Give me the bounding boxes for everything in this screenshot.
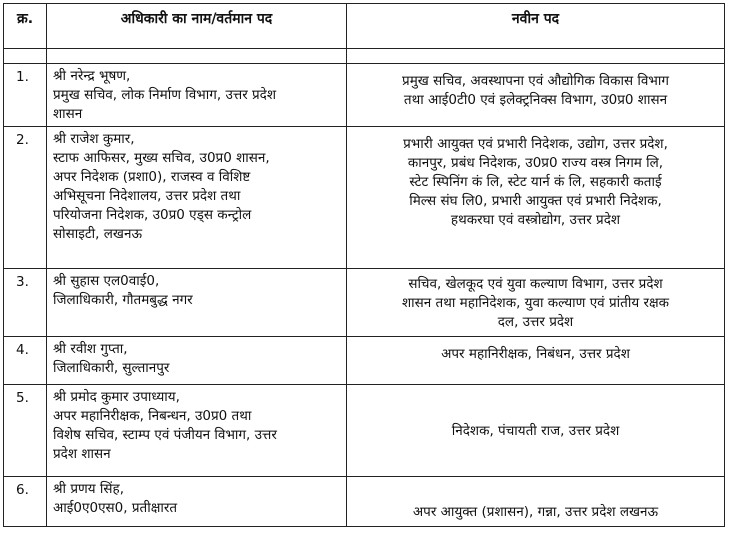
new-post-line: कानपुर, प्रबंध निदेशक, उ0प्र0 राज्य वस्त्र निगम लि, [407, 155, 664, 171]
table-row [4, 269, 725, 337]
officer-line: श्री रवीश गुप्ता, [53, 341, 128, 357]
new-post-line: सचिव, खेलकूद एवं युवा कल्याण विभाग, उत्तर प्रदेश [408, 276, 663, 292]
header-new-post: नवीन पद [347, 4, 725, 49]
officer-line: श्री प्रणय सिंह, [53, 481, 124, 497]
new-post-line: अपर महानिरीक्षक, निबंधन, उत्तर प्रदेश [441, 346, 630, 362]
spacer-row [4, 49, 725, 64]
new-post-line: स्टेट स्पिनिंग कं लि, स्टेट यार्न कं लि, सहकारी कताई [409, 174, 662, 190]
header-officer-name-current-post: अधिकारी का नाम/वर्तमान पद [47, 4, 347, 49]
serial-number: 2. [4, 127, 47, 269]
officer-line: सोसाइटी, लखनऊ [53, 226, 143, 242]
officer-line: विशेष सचिव, स्टाम्प एवं पंजीयन विभाग, उत्तर [53, 427, 277, 443]
new-post-cell [347, 64, 725, 127]
officer-line: श्री राजेश कुमार, [53, 131, 135, 147]
officer-transfer-table [3, 3, 725, 527]
officer-cell [47, 64, 347, 127]
new-post-line: प्रभारी आयुक्त एवं प्रभारी निदेशक, उद्योग, उत्तर प्रदेश, [403, 136, 668, 152]
officer-line: अपर महानिरीक्षक, निबन्धन, उ0प्र0 तथा [53, 408, 252, 424]
officer-line: परियोजना निदेशक, उ0प्र0 एड्स कन्ट्रोल [53, 207, 252, 223]
officer-cell [47, 127, 347, 269]
officer-line: प्रमुख सचिव, लोक निर्माण विभाग, उत्तर प्रदेश [53, 87, 277, 103]
table-header-row [4, 4, 725, 49]
officer-line: जिलाधिकारी, सुल्तानपुर [53, 360, 170, 376]
officer-line: आई0ए0एस0, प्रतीक्षारत [53, 500, 178, 516]
officer-line: श्री सुहास एल0वाई0, [53, 273, 160, 289]
table-row [4, 385, 725, 477]
table-row [4, 477, 725, 527]
new-post-cell [347, 337, 725, 385]
officer-cell [47, 269, 347, 337]
officer-cell [47, 477, 347, 527]
officer-line: शासन [53, 106, 83, 122]
new-post-line: निदेशक, पंचायती राज, उत्तर प्रदेश [451, 422, 620, 439]
table-row [4, 127, 725, 269]
officer-line: अभिसूचना निदेशालय, उत्तर प्रदेश तथा [53, 188, 241, 204]
table-row [4, 64, 725, 127]
table-row [4, 337, 725, 385]
officer-line: अपर निदेशक (प्रशा0), राजस्व व विशिष्ट [53, 169, 251, 185]
officer-line: जिलाधिकारी, गौतमबुद्ध नगर [53, 292, 193, 308]
new-post-cell [347, 269, 725, 337]
officer-line: श्री प्रमोद कुमार उपाध्याय, [53, 389, 180, 405]
serial-number: 4. [4, 337, 47, 385]
header-serial-number: क्र. [4, 4, 47, 49]
new-post-line: शासन तथा महानिदेशक, युवा कल्याण एवं प्रांतीय रक्षक [401, 295, 670, 311]
officer-line: प्रदेश शासन [53, 446, 111, 462]
new-post-line: हथकरघा एवं वस्त्रोद्योग, उत्तर प्रदेश [450, 212, 621, 228]
officer-cell [47, 385, 347, 477]
new-post-line: प्रमुख सचिव, अवस्थापना एवं औद्योगिक विकास विभाग [402, 73, 669, 89]
serial-number: 3. [4, 269, 47, 337]
officer-cell [47, 337, 347, 385]
new-post-line: मिल्स संघ लि0, प्रभारी आयुक्त एवं प्रभारी निदेशक, [409, 193, 662, 209]
new-post-line: दल, उत्तर प्रदेश [497, 314, 574, 330]
serial-number: 6. [4, 477, 47, 527]
officer-line: श्री नरेन्द्र भूषण, [53, 68, 131, 84]
new-post-line: तथा आई0टी0 एवं इलेक्ट्रनिक्स विभाग, उ0प्र0 शासन [403, 92, 668, 108]
officer-line: स्टाफ आफिसर, मुख्य सचिव, उ0प्र0 शासन, [53, 150, 270, 166]
serial-number: 5. [4, 385, 47, 477]
new-post-cell [347, 477, 725, 527]
new-post-cell [347, 385, 725, 477]
serial-number: 1. [4, 64, 47, 127]
new-post-cell [347, 127, 725, 269]
new-post-line: अपर आयुक्त (प्रशासन), गन्ना, उत्तर प्रदेश लखनऊ [412, 504, 659, 520]
